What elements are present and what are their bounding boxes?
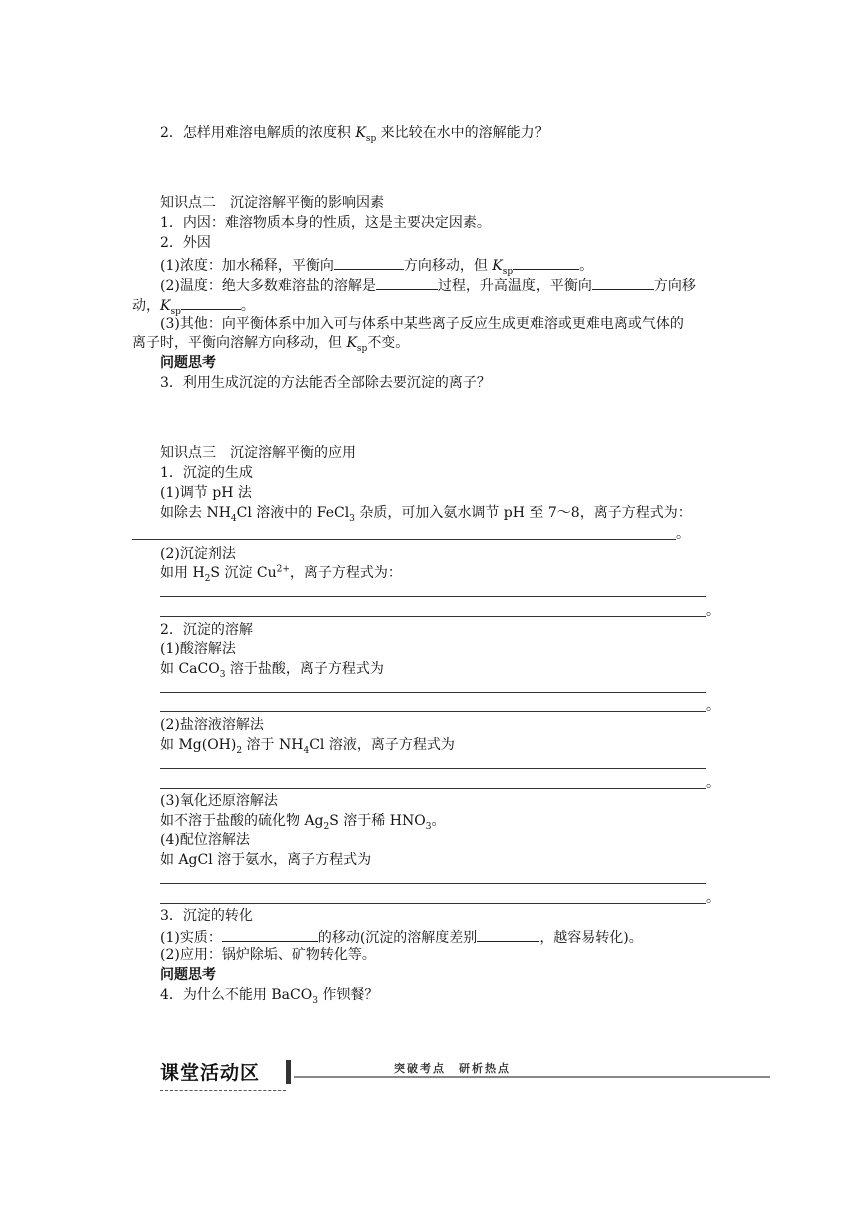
ksp-symbol: K <box>492 258 503 274</box>
kp3-s3: 3．沉淀的转化 <box>160 908 253 924</box>
answer-blank[interactable] <box>513 255 579 270</box>
period: 。 <box>706 775 720 791</box>
kp3-s2a: (1)酸溶解法 <box>160 641 236 657</box>
conc-text-c: 。 <box>579 258 594 274</box>
s2b-text-b: 溶于 NH <box>242 737 304 753</box>
answer-line[interactable] <box>160 788 706 789</box>
kp3-s3a <box>160 927 643 947</box>
banner-dashed-underline <box>160 1090 286 1091</box>
period: 。 <box>706 603 720 619</box>
s2b-text-a: 如 Mg(OH) <box>160 737 237 753</box>
kp2-think: 问题思考 <box>160 355 216 371</box>
s3a-text-b: 的移动(沉淀的溶解度差别 <box>317 930 478 946</box>
s1a-text-c: 杂质，可加入氨水调节 pH 至 7～8，离子方程式为： <box>354 505 692 521</box>
s3a-text-a: (1)实质： <box>160 930 222 946</box>
kp3-s2c-text <box>160 812 445 830</box>
subscript: 3 <box>425 821 432 832</box>
answer-line[interactable] <box>160 768 706 769</box>
kp3-s2c: (3)氧化还原溶解法 <box>160 793 278 809</box>
subscript: 3 <box>349 513 355 524</box>
kp3-s1a-text <box>160 504 692 522</box>
ksp-subscript: sp <box>502 266 514 277</box>
kp3-s2b: (2)盐溶液溶解法 <box>160 717 264 733</box>
banner-divider-bar <box>286 1060 291 1084</box>
subscript: 2 <box>323 821 330 832</box>
kp3-s1: 1．沉淀的生成 <box>160 465 253 481</box>
banner-rule <box>294 1076 770 1078</box>
q2-suffix: 来比较在水中的溶解能力？ <box>376 125 549 141</box>
kp3-s2b-text <box>160 736 455 754</box>
kp2-external: 2．外因 <box>160 235 211 251</box>
ksp-subscript: sp <box>365 133 377 144</box>
s3a-text-c: ，越容易转化)。 <box>539 930 643 946</box>
q4-text-b: 作钡餐？ <box>317 987 379 1003</box>
period: 。 <box>706 890 720 906</box>
subscript: 3 <box>312 995 318 1006</box>
other-text-b: 不变。 <box>367 335 410 351</box>
temp-text-d: 动， <box>132 298 160 314</box>
kp3-s3b: (2)应用：锅炉除垢、矿物转化等。 <box>160 947 376 963</box>
answer-line[interactable] <box>160 883 706 884</box>
temp-text-b: 过程，升高温度，平衡向 <box>437 278 592 294</box>
subscript: 2 <box>236 745 243 756</box>
ksp-subscript: sp <box>356 343 368 354</box>
kp3-s1b-text <box>160 564 402 582</box>
ksp-symbol: K <box>160 298 171 314</box>
kp3-s1b: (2)沉淀剂法 <box>160 546 236 562</box>
superscript: 2+ <box>276 564 290 575</box>
kp3-s2d-text: 如 AgCl 溶于氨水，离子方程式为 <box>160 852 372 868</box>
answer-blank[interactable] <box>592 275 654 290</box>
question-4 <box>160 986 378 1004</box>
temp-text-a: (2)温度：绝大多数难溶盐的溶解是 <box>160 278 376 294</box>
s2a-text-b: 溶于盐酸，离子方程式为 <box>225 661 384 677</box>
other-text-a: 离子时，平衡向溶解方向移动，但 <box>132 335 347 351</box>
question-2 <box>160 124 549 142</box>
kp3-think: 问题思考 <box>160 967 216 983</box>
answer-blank[interactable] <box>334 255 404 270</box>
kp3-s1a: (1)调节 pH 法 <box>160 485 252 501</box>
conc-text-a: (1)浓度：加水稀释，平衡向 <box>160 258 334 274</box>
subscript: 2 <box>204 573 211 584</box>
s1a-text-a: 如除去 NH <box>160 505 231 521</box>
kp2-internal: 1．内因：难溶物质本身的性质，这是主要决定因素。 <box>160 215 491 231</box>
s2c-text-b: S 溶于稀 HNO <box>329 813 426 829</box>
answer-line[interactable] <box>132 539 676 540</box>
answer-line[interactable] <box>160 616 706 617</box>
ksp-symbol: K <box>346 335 357 351</box>
s2a-text-a: 如 CaCO <box>160 661 220 677</box>
kp3-heading: 知识点三 沉淀溶解平衡的应用 <box>160 445 356 461</box>
kp2-concentration <box>160 255 593 275</box>
banner-title: 课堂活动区 <box>160 1062 261 1084</box>
s1b-text-c: ，离子方程式为： <box>289 565 402 581</box>
answer-blank[interactable] <box>222 927 318 942</box>
ksp-subscript: sp <box>170 306 181 317</box>
q4-text-a: 4．为什么不能用 BaCO <box>160 987 313 1003</box>
kp2-temperature <box>160 275 696 295</box>
kp3-s2d: (4)配位溶解法 <box>160 832 250 848</box>
answer-line[interactable] <box>160 711 706 712</box>
temp-text-c: 方向移 <box>653 278 696 294</box>
conc-text-b: 方向移动，但 <box>403 258 493 274</box>
s1a-text-b: Cl 溶液中的 FeCl <box>236 505 350 521</box>
subscript: 3 <box>219 669 226 680</box>
kp3-s2: 2．沉淀的溶解 <box>160 622 253 638</box>
answer-line[interactable] <box>160 903 706 904</box>
kp2-other-cont <box>132 334 409 352</box>
answer-blank[interactable] <box>477 927 539 942</box>
s1b-text-b: S 沉淀 Cu <box>210 565 277 581</box>
ksp-symbol: K <box>355 125 366 141</box>
question-3: 3．利用生成沉淀的方法能否全部除去要沉淀的离子？ <box>160 375 491 391</box>
answer-line[interactable] <box>160 596 706 597</box>
answer-blank[interactable] <box>376 275 438 290</box>
kp2-temperature-cont <box>132 295 255 315</box>
q2-prefix: 2．怎样用难溶电解质的浓度积 <box>160 125 356 141</box>
kp2-heading: 知识点二 沉淀溶解平衡的影响因素 <box>160 195 384 211</box>
banner-subtitle: 突破考点 研析热点 <box>394 1062 511 1075</box>
period: 。 <box>706 698 720 714</box>
kp2-other: (3)其他：向平衡体系中加入可与体系中某些离子反应生成更难溶或更难电离或气体的 <box>160 316 684 332</box>
kp3-s2a-text <box>160 660 384 678</box>
period: 。 <box>676 526 690 542</box>
subscript: 4 <box>230 513 237 524</box>
s2c-text-a: 如不溶于盐酸的硫化物 Ag <box>160 813 324 829</box>
answer-line[interactable] <box>160 692 706 693</box>
answer-blank[interactable] <box>181 295 241 310</box>
temp-text-e: 。 <box>240 298 255 314</box>
s1b-text-a: 如用 H <box>160 565 205 581</box>
section-banner <box>160 1056 770 1096</box>
subscript: 4 <box>303 745 310 756</box>
s2c-text-c: 。 <box>431 813 446 829</box>
s2b-text-c: Cl 溶液，离子方程式为 <box>309 737 455 753</box>
